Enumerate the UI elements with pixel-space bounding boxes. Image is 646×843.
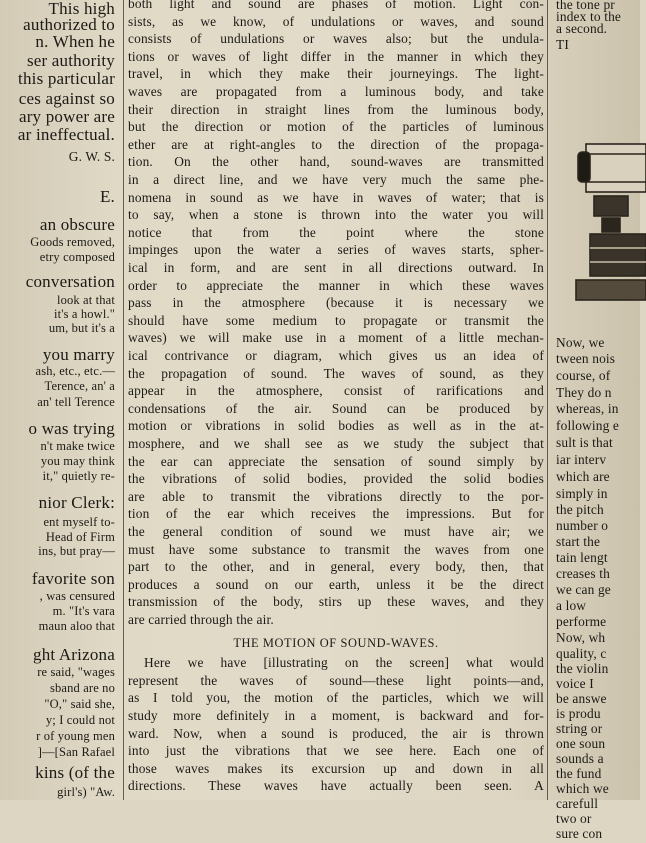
center-column-line: consists of undulations or waves also; but the undula-	[128, 31, 544, 46]
center-column-article	[128, 0, 544, 800]
center-column-line: travel, in which they make their journeyings. The light-	[128, 66, 544, 81]
left-column-line: maun aloo that	[38, 619, 115, 633]
center-column-line: represent the waves of sound—these light points—and,	[128, 673, 544, 688]
center-column-line: tion. On the other hand, sound-waves are transmitted	[128, 154, 544, 169]
right-column-line: two or	[556, 811, 592, 826]
left-column-line: ar ineffectual.	[17, 125, 115, 144]
center-column-line: their direction in straight lines from the luminous body,	[128, 102, 544, 117]
center-column-line: waves) we will make use in a moment of a little mechan-	[128, 330, 544, 345]
right-column-line: tween nois	[556, 351, 616, 366]
left-column-line: ght Arizona	[33, 645, 115, 664]
left-column-line: kins (of the	[35, 763, 115, 782]
center-column-line: should have some medium to propagate or transmit the	[128, 313, 544, 328]
left-column-line: favorite son	[31, 569, 115, 588]
right-column-line: number o	[556, 518, 609, 533]
left-column-line: it's a howl."	[53, 307, 115, 321]
center-column-line: ether are at right-angles to the direction of the propaga-	[128, 137, 544, 152]
right-column-line: which are	[556, 469, 610, 484]
center-column-line: but the direction or motion of the particles of luminous	[128, 119, 544, 134]
right-column-line: whereas, in	[556, 401, 619, 416]
left-column-line: G. W. S.	[68, 149, 115, 164]
center-column-line: produces a sound on our earth, unless it be the direct	[128, 577, 544, 592]
left-column-line: girl's) "Aw.	[57, 785, 115, 799]
left-column-line: n't make twice	[40, 439, 115, 453]
center-column-line: mosphere, and we shall see as we study the subject that	[128, 436, 544, 451]
left-column-line: This high	[48, 0, 115, 18]
center-column-line: notice that from the point where the stone	[128, 225, 544, 240]
sound-apparatus-illustration	[576, 130, 646, 310]
left-column-line: Head of Firm	[45, 530, 115, 544]
right-column	[552, 0, 640, 841]
right-column-line: the pitch	[556, 502, 604, 517]
left-column-line: ]—[San Rafael	[37, 745, 115, 759]
center-column-line: Here we have [illustrating on the screen] what would	[144, 655, 544, 670]
center-column-line: are able to transmit the vibrations directly to the por-	[128, 489, 544, 504]
right-column-line: which we	[556, 781, 609, 796]
left-column-line: Goods removed,	[30, 235, 115, 249]
left-column-line: ins, but pray—	[38, 544, 115, 558]
left-column-line: m. "It's vara	[52, 604, 115, 618]
left-column-line: r of young men	[36, 729, 115, 743]
right-column-line: Now, wh	[556, 630, 606, 645]
left-column-line: ary power are	[18, 107, 115, 126]
center-column-line: THE MOTION OF SOUND-WAVES.	[233, 636, 439, 650]
right-column-line: tain lengt	[556, 550, 608, 565]
right-column-line: course, of	[556, 368, 611, 383]
right-column-line: carefull	[556, 796, 599, 811]
left-column-line: o was trying	[28, 419, 115, 438]
center-column-line: both light and sound are phases of motion. Light con-	[128, 0, 544, 11]
column-rule-left	[123, 0, 124, 800]
right-column-line: the violin	[556, 661, 609, 676]
center-column-line: waves are propagated from a luminous body, and take	[128, 84, 544, 99]
left-column-line: E.	[99, 187, 115, 206]
center-column-line: sists, as we know, of undulations or waves, and sound	[128, 14, 544, 29]
center-column-line: transmission of the body, stirs up these waves, and they	[128, 594, 544, 609]
center-column-line: tion of the ear which receives the impressions. But for	[128, 506, 544, 521]
column-rule-right	[547, 0, 548, 800]
left-column-line: an obscure	[39, 215, 115, 234]
center-column-line: pass in the atmosphere (because it is necessary we	[128, 295, 544, 310]
center-column-line: part to the other, and in general, every body, then, that	[128, 559, 544, 574]
left-column-line: ash, etc., etc.—	[35, 364, 115, 378]
right-column-line: a second.	[556, 21, 608, 36]
center-column-line: the propagation of sound. The waves of sound, as they	[128, 366, 544, 381]
right-column-line: one soun	[556, 736, 606, 751]
left-column-line: "O," said she,	[44, 697, 115, 711]
left-column-line: an' tell Terence	[37, 395, 115, 409]
center-column-line: impinges upon the water a series of waves starts, spher-	[128, 242, 544, 257]
center-column-line: condensations of the air. Sound can be produced by	[128, 401, 544, 416]
center-column-line: as I told you, the motion of the particles, which we will	[128, 690, 544, 705]
right-column-line: simply in	[556, 486, 608, 501]
left-column-line: ser authority	[26, 51, 115, 70]
right-column-line: Now, we	[556, 335, 605, 350]
center-column-line: into just the vibrations that we see here. Each one of	[128, 743, 544, 758]
left-column-line: this particular	[18, 69, 115, 88]
right-column-line: sounds a	[556, 751, 604, 766]
right-column-line: quality, c	[556, 646, 607, 661]
center-column-line: ical contrivance or diagram, which gives us an idea of	[128, 348, 544, 363]
center-column-line: directions. These waves have actually been seen. A	[128, 778, 544, 793]
left-column	[0, 0, 118, 800]
left-column-line: conversation	[25, 272, 115, 291]
right-column-line: creases th	[556, 566, 610, 581]
right-column-line: performe	[556, 614, 607, 629]
center-column-line: must have some substance to transmit the waves from one	[128, 542, 544, 557]
left-column-line: um, but it's a	[48, 321, 115, 335]
right-column-line: voice I	[556, 676, 594, 691]
right-column-line: be answe	[556, 691, 607, 706]
left-column-line: etry composed	[39, 250, 115, 264]
left-column-line: sband are no	[50, 681, 115, 695]
left-column-line: ent myself to-	[43, 515, 115, 529]
center-column-line: in a direct line, and we have very much the same phe-	[128, 172, 544, 187]
right-column-line: TI	[556, 37, 569, 52]
center-column-line: tions or waves of light differ in the manner in which they	[128, 49, 544, 64]
right-column-line: we can ge	[556, 582, 611, 597]
right-column-line: a low	[556, 598, 587, 613]
right-column-line: following e	[556, 418, 620, 433]
right-column-line: string or	[556, 721, 603, 736]
left-column-line: look at that	[56, 293, 115, 307]
left-column-line: n. When he	[35, 32, 115, 51]
center-column-line: those waves makes its excursion up and down in all	[128, 761, 544, 776]
center-column-line: study more definitely in a moment, is backward and for-	[128, 708, 544, 723]
center-column-line: ward. Now, when a sound is produced, the air is thrown	[128, 726, 544, 741]
left-column-line: y; I could not	[45, 713, 115, 727]
left-column-line: it," quietly re-	[42, 469, 115, 483]
center-column-line: appear in the atmosphere, consist of rarifications and	[128, 383, 544, 398]
right-column-line: start the	[556, 534, 601, 549]
center-column-line: are carried through the air.	[128, 612, 274, 627]
left-column-line: re said, "wages	[37, 665, 115, 679]
center-column-line: motion or vibrations in solid bodies as well as in the at-	[128, 418, 544, 433]
right-column-line: sure con	[556, 826, 603, 841]
left-column-line: Terence, an' a	[44, 379, 115, 393]
left-column-line: ces against so	[18, 89, 115, 108]
right-column-line: index to the	[556, 9, 622, 24]
center-column-line: the general condition of sound we must have air; we	[128, 524, 544, 539]
center-column-line: nomena in sound as we have in waves of water; that is	[128, 190, 544, 205]
left-column-line: nior Clerk:	[38, 493, 115, 512]
center-column-line: the vibrations of solid bodies, provided the solid bodies	[128, 471, 544, 486]
left-column-line: you may think	[40, 454, 115, 468]
center-column-line: the ear can appreciate the sensation of sound simply by	[128, 454, 544, 469]
left-column-line: you marry	[42, 345, 115, 364]
center-column-line: ical in form, and are sent in all directions outward. In	[128, 260, 544, 275]
right-column-line: They do n	[556, 385, 612, 400]
right-column-line: iar interv	[556, 452, 607, 467]
left-column-line: authorized to	[23, 15, 115, 34]
right-column-line: the tone pr	[556, 0, 615, 12]
center-column-line: order to appreciate the manner in which these waves	[128, 278, 544, 293]
right-column-line: is produ	[556, 706, 601, 721]
right-column-line: sult is that	[556, 435, 613, 450]
right-column-line: the fund	[556, 766, 602, 781]
left-column-line: , was censured	[39, 589, 115, 603]
center-column-line: to say, when a stone is thrown into the water you will	[128, 207, 544, 222]
